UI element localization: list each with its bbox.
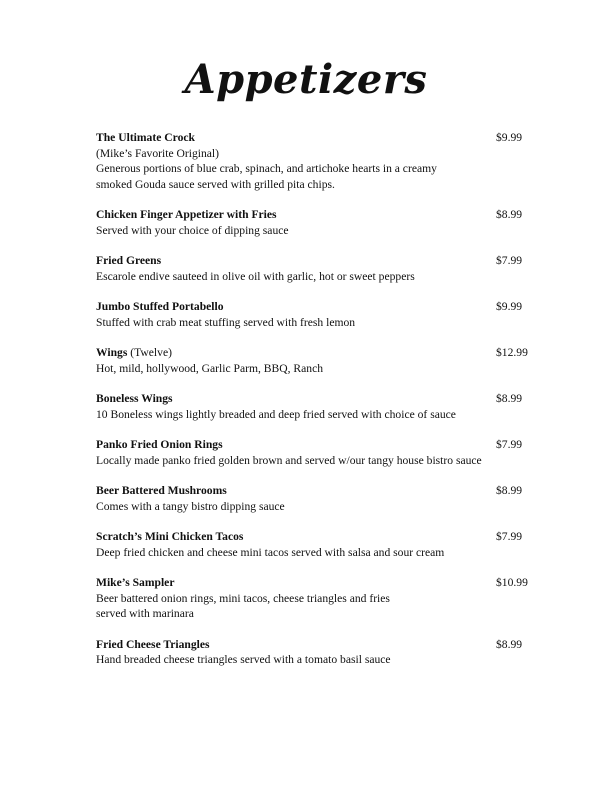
menu-item-name-suffix: (Twelve) bbox=[127, 346, 172, 359]
menu-item-description: smoked Gouda sauce served with grilled pita chips. bbox=[96, 177, 335, 191]
menu-item-heading bbox=[96, 637, 536, 653]
menu-item-price: $9.99 bbox=[496, 131, 523, 144]
menu-item-name: Fried Cheese Triangles bbox=[96, 637, 210, 651]
menu-item-name: The Ultimate Crock bbox=[96, 131, 195, 144]
menu-item-description: Stuffed with crab meat stuffing served with fresh lemon bbox=[96, 315, 356, 329]
menu-item-heading bbox=[96, 575, 536, 591]
menu-item bbox=[96, 253, 536, 284]
menu-item-heading bbox=[96, 345, 536, 361]
menu-item-description: Comes with a tangy bistro dipping sauce bbox=[96, 499, 285, 513]
menu-item-name: Jumbo Stuffed Portabello bbox=[96, 300, 224, 313]
menu-item-price: $9.99 bbox=[496, 300, 523, 313]
menu-item-description: (Mike’s Favorite Original) bbox=[96, 146, 219, 160]
menu-item-name: Fried Greens bbox=[96, 254, 162, 267]
menu-item-description: Hand breaded cheese triangles served with a tomato basil sauce bbox=[96, 653, 391, 666]
menu-item-description: Generous portions of blue crab, spinach, and artichoke hearts in a creamy bbox=[96, 162, 437, 175]
menu-item-heading bbox=[96, 130, 536, 146]
menu-item-price: $8.99 bbox=[496, 637, 523, 651]
menu-item-price: $8.99 bbox=[496, 392, 523, 405]
menu-item-name: Mike’s Sampler bbox=[96, 576, 175, 589]
menu-item bbox=[96, 529, 536, 560]
menu-item-price: $8.99 bbox=[496, 484, 523, 497]
menu-item-description: Escarole endive sauteed in olive oil with garlic, hot or sweet peppers bbox=[96, 269, 415, 283]
menu-item-heading bbox=[96, 391, 536, 407]
menu-item bbox=[96, 483, 536, 514]
menu-item bbox=[96, 575, 536, 622]
menu-item bbox=[96, 207, 536, 238]
menu-item-heading bbox=[96, 299, 536, 315]
menu-item-description: served with marinara bbox=[96, 607, 194, 620]
menu-item-description: 10 Boneless wings lightly breaded and deep fried served with choice of sauce bbox=[96, 407, 456, 421]
menu-item-name: Chicken Finger Appetizer with Fries bbox=[96, 208, 277, 221]
menu-item-heading bbox=[96, 253, 536, 269]
menu-item bbox=[96, 391, 536, 422]
menu-item-price: $7.99 bbox=[496, 254, 523, 267]
menu-item-name: Panko Fried Onion Rings bbox=[96, 438, 223, 451]
menu-item-list bbox=[96, 130, 536, 683]
menu-item-description: Deep fried chicken and cheese mini tacos served with salsa and sour cream bbox=[96, 545, 445, 559]
menu-item-description: Locally made panko fried golden brown and served w/our tangy house bistro sauce bbox=[96, 453, 482, 467]
menu-item-price: $7.99 bbox=[496, 438, 523, 451]
menu-item-description: Hot, mild, hollywood, Garlic Parm, BBQ, Ranch bbox=[96, 361, 324, 375]
menu-item-description: Beer battered onion rings, mini tacos, cheese triangles and fries bbox=[96, 591, 390, 605]
menu-item bbox=[96, 437, 536, 468]
menu-item-name: Scratch’s Mini Chicken Tacos bbox=[96, 530, 244, 543]
menu-item-price: $10.99 bbox=[496, 576, 528, 589]
menu-item-heading bbox=[96, 207, 536, 223]
menu-item-price: $7.99 bbox=[496, 530, 523, 543]
page-title: Appetizers bbox=[184, 56, 428, 103]
menu-item-heading bbox=[96, 437, 536, 453]
menu-item-heading bbox=[96, 483, 536, 499]
menu-item-name: Wings bbox=[96, 346, 128, 359]
menu-item bbox=[96, 299, 536, 330]
menu-item-description: Served with your choice of dipping sauce bbox=[96, 223, 289, 237]
menu-item-heading bbox=[96, 529, 536, 545]
menu-item-name: Boneless Wings bbox=[96, 392, 173, 405]
menu-item-price: $8.99 bbox=[496, 208, 523, 221]
menu-item-price: $12.99 bbox=[496, 346, 528, 359]
menu-item bbox=[96, 130, 536, 192]
menu-item-name: Beer Battered Mushrooms bbox=[96, 484, 227, 497]
menu-item bbox=[96, 345, 536, 376]
menu-item bbox=[96, 637, 536, 668]
